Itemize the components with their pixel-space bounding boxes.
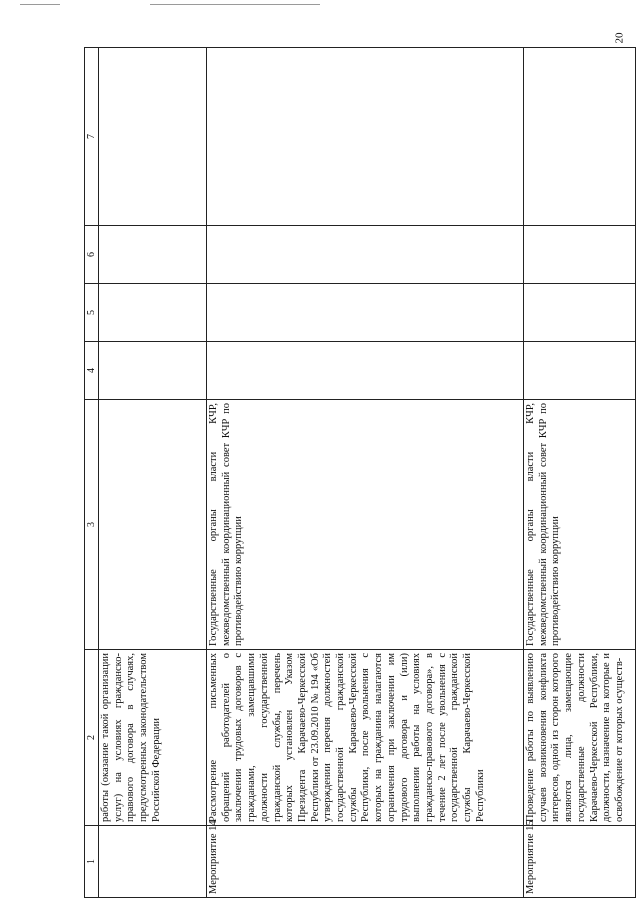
column-number: 4 xyxy=(85,342,99,400)
measures-table xyxy=(84,47,636,898)
rotated-page xyxy=(84,48,634,898)
executors-cell: Государственные органы власти КЧР, межведомственный координационный совет КЧР по противодействию коррупции xyxy=(524,400,636,650)
column-number: 2 xyxy=(85,650,99,826)
table-cell xyxy=(207,284,524,342)
column-number: 7 xyxy=(85,48,99,226)
table-row xyxy=(524,48,636,898)
column-number: 1 xyxy=(85,826,99,898)
measure-description: Рассмотрение письменных обращений работодателей о заключении трудовых договоров с гражданами, замещавшими должности государственной гражданской службы, перечень которых установлен Указом Президента Карачаево-Черкесской Республики от 23.09.2010 № 194 «Об утверждении перечня должностей государственной гражданской службы Карачаево-Черкесской Республики, после увольнения с которых на гражданина налагаются ограничения при заключении им трудового договора и (или) выполнении работы на условиях гражданско-правового договора», в течение 2 лет после увольнения с государственной гражданской службы Карачаево-Черкесской Республики xyxy=(207,650,524,826)
measure-label: Мероприятие 14 xyxy=(207,826,524,898)
column-number-row xyxy=(85,48,99,898)
table-cell xyxy=(207,226,524,284)
measure-label xyxy=(99,826,207,898)
measure-label: Мероприятие 15 xyxy=(524,826,636,898)
page-number: 20 xyxy=(613,32,626,44)
table-cell xyxy=(99,226,207,284)
scan-top-line-short xyxy=(20,4,60,5)
table-cell xyxy=(99,284,207,342)
table-cell xyxy=(99,342,207,400)
table-cell xyxy=(524,342,636,400)
scan-top-line xyxy=(150,4,320,5)
table-cell xyxy=(207,342,524,400)
table-cell xyxy=(99,48,207,226)
executors-cell: Государственные органы власти КЧР, межведомственный координационный совет КЧР по противодействию коррупции xyxy=(207,400,524,650)
column-number: 3 xyxy=(85,400,99,650)
column-number: 6 xyxy=(85,226,99,284)
table-cell xyxy=(524,284,636,342)
table-row xyxy=(99,48,207,898)
table-row xyxy=(207,48,524,898)
table-cell xyxy=(524,48,636,226)
table-cell xyxy=(207,48,524,226)
measure-description: Проведение работы по выявлению случаев возникновения конфликта интересов, одной из сторон которого являются лица, замещающие государственные должности Карачаево-Черкесской Республики, должности, назначение на которые и освобождение от которых осуществ- xyxy=(524,650,636,826)
rotated-table-container xyxy=(84,48,634,898)
column-number: 5 xyxy=(85,284,99,342)
executors-cell xyxy=(99,400,207,650)
measure-description: работы (оказание такой организации услуг) на условиях гражданско-правового договора в случаях, предусмотренных законодательством Российской Федерации xyxy=(99,650,207,826)
table-cell xyxy=(524,226,636,284)
